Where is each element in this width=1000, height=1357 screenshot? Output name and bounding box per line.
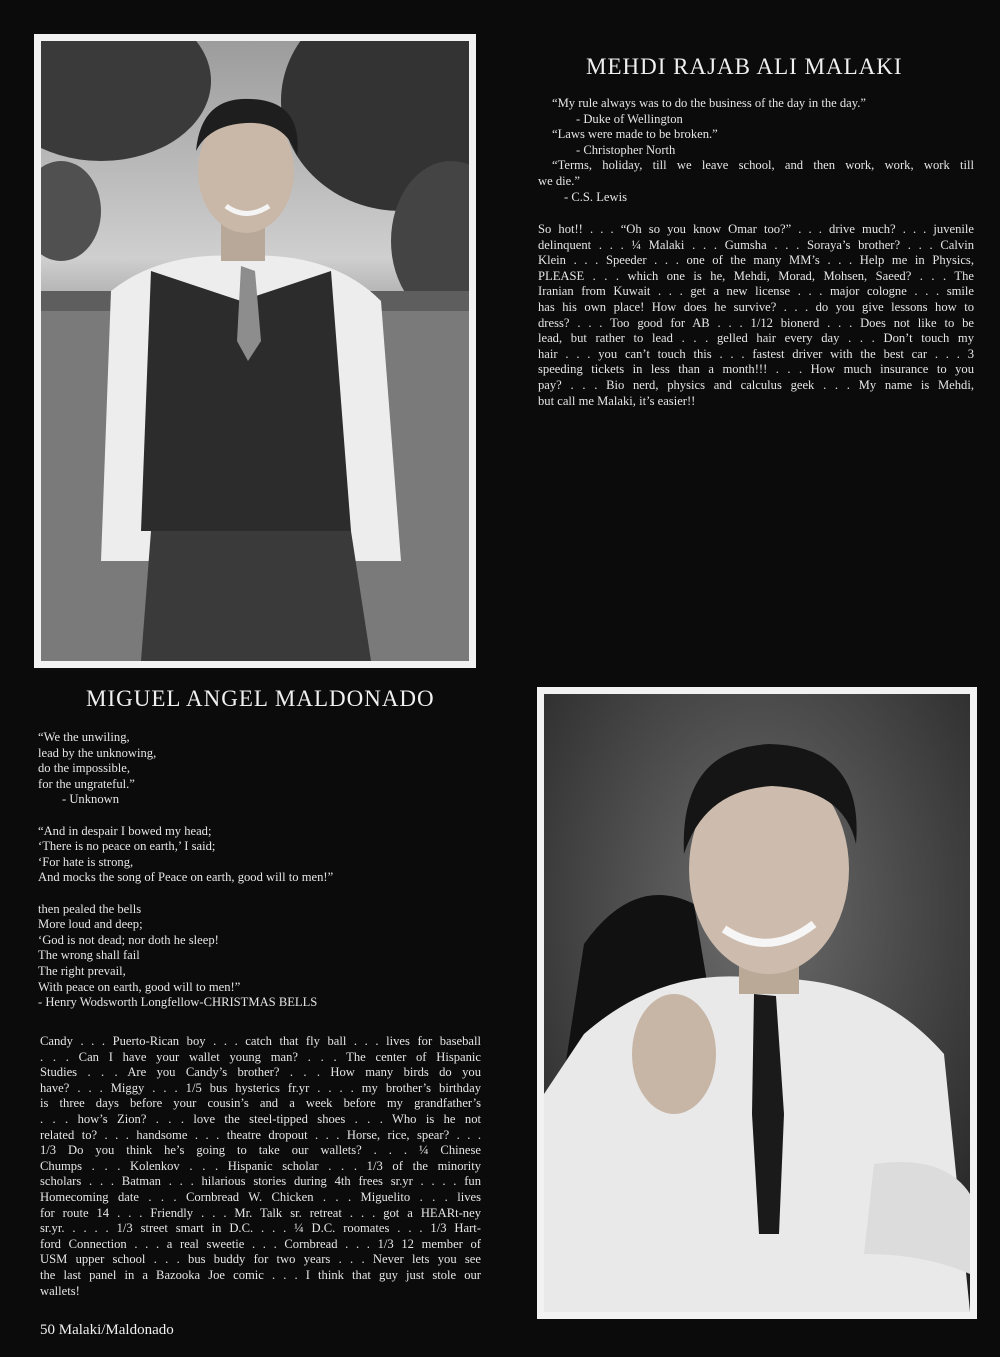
student-name-malaki: MEHDI RAJAB ALI MALAKI <box>586 54 903 79</box>
quote-line: “Laws were made to be broken.” <box>552 127 718 142</box>
quote-line: The right prevail, <box>38 963 126 978</box>
roast-line: Klein . . . Speeder . . . one of the many MM’s . . . Help me in Physics, <box>538 253 974 268</box>
quote-line: then pealed the bells <box>38 901 142 916</box>
roast-line: have? . . . Miggy . . . 1/5 bus hysterics fr.yr . . . . my brother’s birthday <box>40 1080 481 1095</box>
roast-line: . . . Can I have your wallet young man? . . . The center of Hispanic <box>40 1049 481 1064</box>
roast-line: So hot!! . . . “Oh so you know Omar too?” . . . drive much? . . . juvenile <box>538 222 974 236</box>
roast-line: speeding tickets in less than a month!!! . . . How much insurance to you <box>538 362 974 377</box>
quote-attribution: - Unknown <box>62 792 120 807</box>
roast-line: Chumps . . . Kolenkov . . . Hispanic scholar . . . 1/3 of the minority <box>40 1158 481 1173</box>
roast-line: related to? . . . handsome . . . theatre dropout . . . Horse, rice, spear? . . . <box>40 1127 481 1142</box>
roast-line: has his own place! How does he survive? . . . do you give lessons how to <box>538 299 974 314</box>
quote-line: ‘God is not dead; nor doth he sleep! <box>38 932 219 947</box>
quote-line: The wrong shall fail <box>38 948 140 963</box>
roast-line: lead, but rather to lead . . . gelled hair every day . . . Don’t touch my <box>538 331 974 346</box>
roast-line: sr.yr. . . . . 1/3 street smart in D.C. . . . ¼ D.C. roomates . . . 1/3 Hart- <box>40 1221 481 1236</box>
quote-line: More loud and deep; <box>38 917 143 932</box>
quote-line: “Terms, holiday, till we leave school, and then work, work, work till <box>552 158 974 173</box>
portrait-illustration <box>544 694 970 1312</box>
roast-line: pay? . . . Bio nerd, physics and calculus geek . . . My name is Mehdi, <box>538 377 974 392</box>
roast-line: PLEASE . . . which one is he, Mehdi, Morad, Mohsen, Saeed? . . . The <box>538 268 974 283</box>
quote-line: do the impossible, <box>38 761 130 776</box>
quote-line: “And in despair I bowed my head; <box>38 823 212 838</box>
roast-line: but call me Malaki, it’s easier!! <box>538 393 696 408</box>
roast-line: ford Connection . . . a real sweetie . . . Cornbread . . . 1/3 12 member of <box>40 1236 481 1251</box>
quotes-malaki <box>538 96 974 205</box>
quotes-maldonado <box>38 730 478 1011</box>
quote-line: And mocks the song of Peace on earth, good will to men!” <box>38 870 334 885</box>
roast-line: dress? . . . Too good for AB . . . 1/12 bionerd . . . Does not like to be <box>538 315 974 330</box>
roast-line: . . . how’s Zion? . . . love the steel-tipped shoes . . . Who is he not <box>40 1111 481 1126</box>
roast-line: USM upper school . . . bus buddy for two years . . . Never lets you see <box>40 1252 481 1267</box>
roast-line: delinquent . . . ¼ Malaki . . . Gumsha . . . Soraya’s brother? . . . Calvin <box>538 237 974 252</box>
page-footer: 50 Malaki/Maldonado <box>40 1322 174 1338</box>
roast-line: 1/3 Do you think he’s going to take our wallets? . . . ¼ Chinese <box>40 1143 481 1158</box>
portrait-photo-maldonado <box>537 687 977 1319</box>
portrait-photo-malaki <box>34 34 476 668</box>
roast-line: for route 14 . . . Friendly . . . Mr. Talk sr. retreat . . . got a HEARt-ney <box>40 1205 481 1220</box>
quote-line: for the ungrateful.” <box>38 776 135 791</box>
roast-maldonado <box>40 1034 481 1299</box>
roast-line: wallets! <box>40 1283 80 1298</box>
roast-line: Candy . . . Puerto-Rican boy . . . catch that fly ball . . . lives for baseball <box>40 1034 481 1048</box>
roast-line: is three days before your cousin’s and a week before my grandfather’s <box>40 1096 481 1111</box>
roast-line: scholars . . . Batman . . . hilarious stories during 4th frees sr.yr . . . . fun <box>40 1174 481 1189</box>
roast-line: the last panel in a Bazooka Joe comic . . . I think that guy just stole our <box>40 1267 481 1282</box>
quote-line: “My rule always was to do the business of the day in the day.” <box>552 96 866 110</box>
quote-line: “We the unwiling, <box>38 730 130 744</box>
portrait-illustration <box>41 41 469 661</box>
quote-line: With peace on earth, good will to men!” <box>38 979 241 994</box>
quote-attribution: - C.S. Lewis <box>564 189 627 204</box>
quote-line: we die.” <box>538 173 580 188</box>
quote-line: lead by the unknowing, <box>38 745 157 760</box>
quote-attribution: - Duke of Wellington <box>576 111 683 126</box>
roast-line: Studies . . . Are you Candy’s brother? . . . How many birds do you <box>40 1065 481 1080</box>
quote-attribution: - Christopher North <box>576 142 676 157</box>
roast-malaki <box>538 222 974 409</box>
quote-line: ‘For hate is strong, <box>38 854 134 869</box>
roast-line: Homecoming date . . . Cornbread W. Chicken . . . Miguelito . . . lives <box>40 1189 481 1204</box>
student-name-maldonado: MIGUEL ANGEL MALDONADO <box>86 686 435 711</box>
quote-line: ‘There is no peace on earth,’ I said; <box>38 839 216 854</box>
roast-line: Iranian from Kuwait . . . get a new license . . . major cologne . . . smile <box>538 284 974 299</box>
roast-line: hair . . . you can’t touch this . . . fastest driver with the best car . . . 3 <box>538 346 974 361</box>
quote-attribution: - Henry Wodsworth Longfellow-CHRISTMAS BELLS <box>38 995 318 1010</box>
